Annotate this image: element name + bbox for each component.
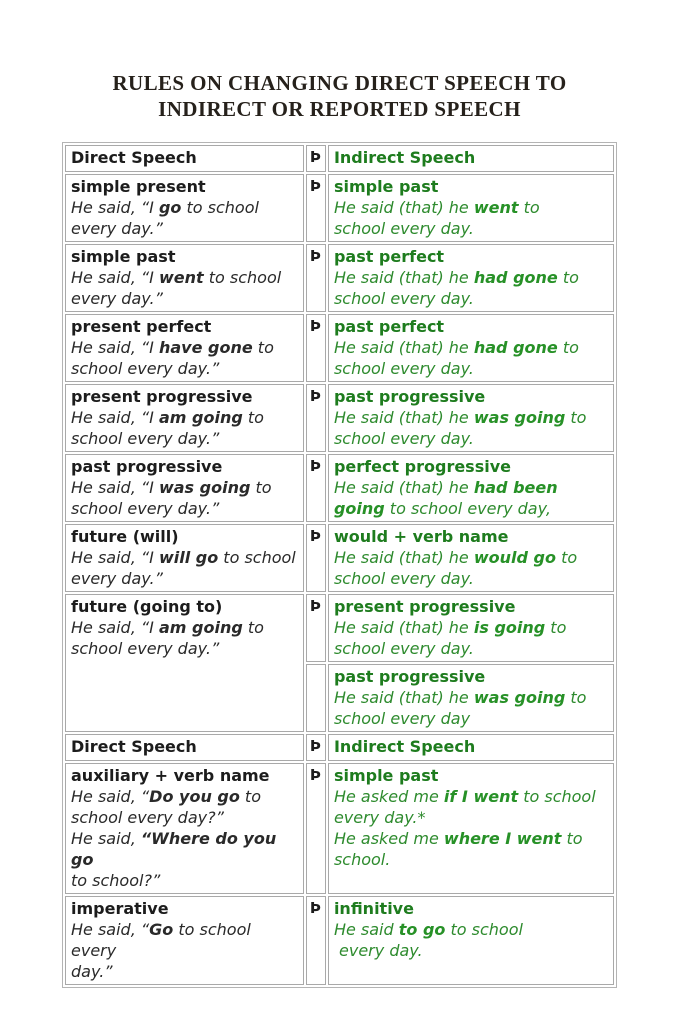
plain-text: to: [518, 198, 540, 217]
example-line: [334, 849, 608, 870]
example-line: [71, 638, 298, 659]
tense-label: would + verb name: [333, 527, 509, 546]
plain-text: He said: [333, 920, 399, 939]
example-line: [334, 786, 608, 807]
bold-word: Go: [149, 920, 174, 939]
bold-word: was going: [473, 408, 566, 427]
plain-text: He said, “I: [71, 478, 159, 497]
example-line: [334, 218, 608, 239]
example-text: [334, 687, 608, 729]
indirect-speech-cell: [328, 664, 614, 732]
indirect-speech-cell: [328, 763, 614, 894]
arrow-cell: [306, 314, 326, 382]
direct-speech-header: Direct Speech: [65, 145, 304, 172]
plain-text: to: [561, 829, 583, 848]
plain-text: He said (that) he: [333, 548, 474, 567]
arrow-cell: [306, 454, 326, 522]
example-line: [334, 358, 608, 379]
arrow-cell: [306, 244, 326, 312]
plain-text: to school every: [71, 920, 251, 960]
table-row: [65, 174, 614, 242]
plain-text: to: [242, 408, 264, 427]
plain-text: school every day.: [333, 639, 474, 658]
plain-text: He asked me: [333, 787, 444, 806]
example-line: [334, 940, 608, 961]
indirect-speech-cell: [328, 244, 614, 312]
plain-text: school every day.: [333, 569, 474, 588]
example-line: [71, 961, 298, 982]
bold-word: Do you go: [149, 787, 240, 806]
indirect-speech-cell: [328, 594, 614, 662]
example-text: [71, 919, 298, 982]
plain-text: school every day.: [333, 219, 474, 238]
example-text: [334, 617, 608, 659]
plain-text: school.: [333, 850, 391, 869]
bold-word: “Where do you go: [71, 829, 277, 869]
plain-text: He said, “I: [71, 268, 159, 287]
example-line: [334, 638, 608, 659]
bold-word: going: [333, 499, 385, 518]
example-line: [71, 547, 298, 568]
tense-label: simple past: [71, 247, 176, 266]
plain-text: to school?”: [71, 871, 161, 890]
plain-text: He said, “I: [71, 198, 159, 217]
example-text: [334, 407, 608, 449]
example-text: [334, 267, 608, 309]
direct-speech-cell: [65, 384, 304, 452]
plain-text: He said (that) he: [333, 688, 474, 707]
plain-text: school every day.”: [71, 429, 220, 448]
direct-speech-cell: [65, 454, 304, 522]
plain-text: to: [239, 787, 261, 806]
direct-speech-cell: [65, 524, 304, 592]
example-text: [71, 197, 298, 239]
thorn-arrow-icon: Þ: [309, 148, 321, 166]
direct-speech-cell: [65, 896, 304, 985]
plain-text: to school: [445, 920, 523, 939]
example-text: [334, 197, 608, 239]
example-text: [71, 547, 298, 589]
plain-text: He said (that) he: [333, 618, 474, 637]
direct-speech-cell: [65, 174, 304, 242]
plain-text: every day.”: [71, 289, 163, 308]
thorn-arrow-icon: Þ: [309, 177, 321, 195]
tense-label: past perfect: [333, 317, 445, 336]
example-line: [334, 197, 608, 218]
bold-word: was going: [158, 478, 251, 497]
thorn-arrow-icon: Þ: [309, 899, 321, 917]
tense-label: simple past: [333, 177, 439, 196]
indirect-speech-cell: [328, 174, 614, 242]
example-line: [334, 568, 608, 589]
bold-word: had been: [473, 478, 558, 497]
example-line: [334, 828, 608, 849]
example-line: [71, 568, 298, 589]
document-page: [0, 70, 679, 1030]
bold-word: am going: [158, 408, 243, 427]
indirect-speech-cell: [328, 314, 614, 382]
thorn-arrow-icon: Þ: [309, 247, 321, 265]
plain-text: school every day?”: [71, 808, 224, 827]
bold-word: had gone: [473, 268, 558, 287]
plain-text: to: [252, 338, 274, 357]
bold-word: had gone: [473, 338, 558, 357]
tense-label: simple present: [71, 177, 206, 196]
tense-label: infinitive: [333, 899, 414, 918]
direct-speech-header: Direct Speech: [65, 734, 304, 761]
direct-speech-cell: [65, 763, 304, 894]
tense-label: past progressive: [333, 667, 486, 686]
plain-text: every day.”: [71, 569, 163, 588]
tense-label: auxiliary + verb name: [71, 766, 270, 785]
arrow-cell: [306, 734, 326, 761]
plain-text: every day.*: [333, 808, 426, 827]
thorn-arrow-icon: Þ: [309, 766, 321, 784]
direct-speech-cell: [65, 244, 304, 312]
table-row: [65, 314, 614, 382]
example-text: [71, 337, 298, 379]
plain-text: He said (that) he: [333, 338, 474, 357]
example-text: [334, 337, 608, 379]
example-line: [71, 288, 298, 309]
plain-text: He asked me: [333, 829, 444, 848]
tense-label: present progressive: [333, 597, 516, 616]
plain-text: He said (that) he: [333, 268, 474, 287]
thorn-arrow-icon: Þ: [309, 457, 321, 475]
example-text: [334, 919, 608, 961]
example-line: [334, 708, 608, 729]
example-line: [334, 477, 608, 498]
example-text: [71, 477, 298, 519]
thorn-arrow-icon: Þ: [309, 737, 321, 755]
example-line: [71, 218, 298, 239]
plain-text: to: [250, 478, 272, 497]
plain-text: school every day.: [333, 359, 474, 378]
example-line: [71, 358, 298, 379]
example-text: [334, 477, 608, 519]
example-line: [334, 919, 608, 940]
plain-text: to: [242, 618, 264, 637]
arrow-cell: [306, 145, 326, 172]
table-row: [65, 763, 614, 894]
example-line: [334, 288, 608, 309]
plain-text: to school: [203, 268, 282, 287]
arrow-cell: [306, 174, 326, 242]
plain-text: He said,: [71, 829, 141, 848]
thorn-arrow-icon: Þ: [309, 527, 321, 545]
example-line: [334, 547, 608, 568]
example-text: [71, 617, 298, 659]
arrow-cell: [306, 763, 326, 894]
table-row: [65, 524, 614, 592]
direct-speech-cell: [65, 594, 304, 732]
example-line: [71, 807, 298, 828]
tense-label: present progressive: [71, 387, 253, 406]
bold-word: am going: [158, 618, 243, 637]
example-line: [334, 267, 608, 288]
example-line: [71, 617, 298, 638]
bold-word: is going: [473, 618, 546, 637]
example-text: [71, 407, 298, 449]
tense-label: perfect progressive: [333, 457, 511, 476]
plain-text: school every day.”: [71, 359, 220, 378]
indirect-speech-cell: [328, 454, 614, 522]
example-line: [71, 498, 298, 519]
plain-text: school every day.”: [71, 499, 220, 518]
plain-text: He said (that) he: [333, 198, 474, 217]
plain-text: to: [565, 688, 587, 707]
page-title-line2: INDIRECT OR REPORTED SPEECH: [158, 97, 521, 121]
plain-text: to: [555, 548, 578, 567]
plain-text: school every day.: [333, 289, 474, 308]
example-line: [71, 828, 298, 870]
example-line: [334, 617, 608, 638]
table-header-row: [65, 734, 614, 761]
plain-text: He said (that) he: [333, 478, 474, 497]
bold-word: went: [473, 198, 519, 217]
tense-label: past perfect: [333, 247, 445, 266]
example-line: [334, 407, 608, 428]
plain-text: He said, “I: [71, 618, 159, 637]
example-line: [71, 267, 298, 288]
indirect-speech-cell: [328, 384, 614, 452]
example-line: [71, 870, 298, 891]
plain-text: school every day: [333, 709, 471, 728]
plain-text: He said, “I: [71, 548, 159, 567]
example-line: [71, 428, 298, 449]
plain-text: to school: [181, 198, 259, 217]
bold-word: have gone: [158, 338, 253, 357]
arrow-cell: [306, 594, 326, 662]
plain-text: day.”: [71, 962, 113, 981]
table-row: [65, 454, 614, 522]
indirect-speech-header: Indirect Speech: [328, 145, 614, 172]
tense-label: imperative: [71, 899, 169, 918]
example-line: [71, 407, 298, 428]
bold-word: where I went: [443, 829, 562, 848]
example-line: [334, 498, 608, 519]
tense-label: future (will): [71, 527, 179, 546]
bold-word: if I went: [443, 787, 519, 806]
example-text: [334, 786, 608, 870]
table-row: [65, 896, 614, 985]
page-title: [0, 70, 679, 122]
table-row: [65, 594, 614, 662]
plain-text: every day.”: [71, 219, 163, 238]
page-title-line1: RULES ON CHANGING DIRECT SPEECH TO: [112, 71, 567, 95]
plain-text: to school every day,: [384, 499, 551, 518]
example-line: [334, 687, 608, 708]
indirect-speech-cell: [328, 524, 614, 592]
bold-word: was going: [473, 688, 566, 707]
example-line: [334, 807, 608, 828]
thorn-arrow-icon: Þ: [309, 597, 321, 615]
example-line: [71, 786, 298, 807]
bold-word: go: [158, 198, 182, 217]
example-line: [71, 197, 298, 218]
bold-word: went: [158, 268, 204, 287]
bold-word: would go: [473, 548, 556, 567]
plain-text: He said, “: [71, 787, 150, 806]
bold-word: will go: [158, 548, 219, 567]
table-header-row: [65, 145, 614, 172]
tense-label: future (going to): [71, 597, 223, 616]
tense-label: past progressive: [333, 387, 486, 406]
plain-text: to: [557, 338, 579, 357]
thorn-arrow-icon: Þ: [309, 317, 321, 335]
example-line: [334, 428, 608, 449]
plain-text: He said (that) he: [333, 408, 474, 427]
indirect-speech-cell: [328, 896, 614, 985]
example-line: [71, 337, 298, 358]
example-line: [71, 477, 298, 498]
table-row: [65, 244, 614, 312]
plain-text: He said, “I: [71, 408, 159, 427]
plain-text: to: [545, 618, 567, 637]
arrow-cell: [306, 384, 326, 452]
speech-rules-table: [62, 142, 617, 988]
example-text: [334, 547, 608, 589]
plain-text: every day.: [333, 941, 423, 960]
indirect-speech-header: Indirect Speech: [328, 734, 614, 761]
plain-text: He said, “I: [71, 338, 159, 357]
example-line: [334, 337, 608, 358]
thorn-arrow-icon: Þ: [309, 387, 321, 405]
tense-label: simple past: [333, 766, 439, 785]
example-line: [71, 919, 298, 961]
plain-text: He said, “: [71, 920, 150, 939]
example-text: [71, 267, 298, 309]
table-row: [65, 384, 614, 452]
arrow-cell: [306, 524, 326, 592]
plain-text: to school: [218, 548, 296, 567]
arrow-cell: [306, 896, 326, 985]
example-text: [71, 786, 298, 891]
arrow-cell: [306, 664, 326, 732]
plain-text: school every day.: [333, 429, 474, 448]
bold-word: to go: [398, 920, 446, 939]
plain-text: to school: [518, 787, 596, 806]
plain-text: to: [565, 408, 587, 427]
plain-text: school every day.”: [71, 639, 220, 658]
plain-text: to: [557, 268, 579, 287]
direct-speech-cell: [65, 314, 304, 382]
tense-label: present perfect: [71, 317, 212, 336]
tense-label: past progressive: [71, 457, 223, 476]
